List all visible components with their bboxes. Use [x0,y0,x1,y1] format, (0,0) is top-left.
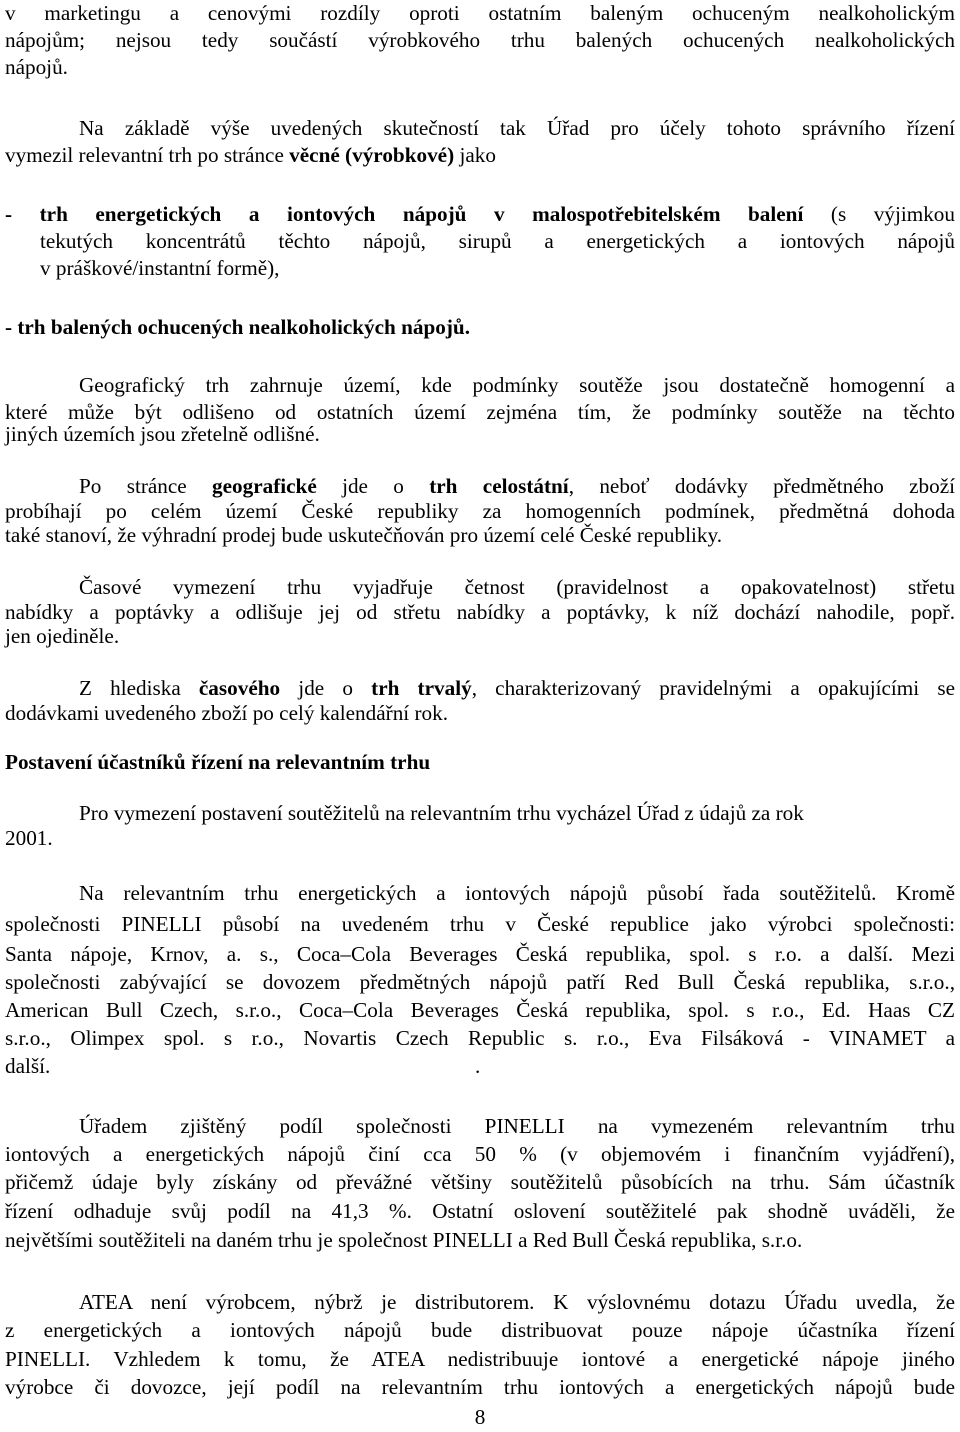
list-item: - trh balených ochucených nealkoholických nápojů. [5,315,471,339]
text-line: Časové vymezení trhu vyjadřuje četnost (pravidelnost a opakovatelnost) střetu [79,575,955,599]
text-line: nabídky a poptávky a odlišuje jej od střetu nabídky a poptávky, k níž dochází nahodile, popř. [5,600,955,624]
text-line: z energetických a iontových nápojů bude distribuovat pouze nápoje účastníka řízení [5,1318,955,1342]
text-line: také stanoví, že výhradní prodej bude uskutečňován pro území celé České republiky. [5,523,723,547]
text-line: PINELLI. Vzhledem k tomu, že ATEA nedistribuuje iontové a energetické nápoje jiného [5,1347,955,1371]
text-line: výrobce či dovozce, její podíl na relevantním trhu iontových a energetických nápojů bude [5,1375,955,1399]
text-line: 2001. [5,826,53,850]
text-line: Po stránce geografické jde o trh celostátní, neboť dodávky předmětného zboží [79,474,955,498]
text-line: v marketingu a cenovými rozdíly oproti ostatním baleným ochuceným nealkoholickým [5,1,955,25]
text-line: iontových a energetických nápojů činí cca 50 % (v objemovém i finančním vyjádření), [5,1142,955,1166]
text-line: společnosti PINELLI působí na uvedeném trhu v České republice jako výrobci společnosti: [5,912,955,936]
text-line: řízení odhaduje svůj podíl na 41,3 %. Ostatní oslovení soutěžitelé pak shodně uváděli, že [5,1199,955,1223]
text-line: American Bull Czech, s.r.o., Coca–Cola Beverages Česká republika, spol. s r.o., Ed. Haas CZ [5,998,955,1022]
text-line: Z hlediska časového jde o trh trvalý, charakterizovaný pravidelnými a opakujícími se [79,676,955,700]
section-heading: Postavení účastníků řízení na relevantním trhu [5,750,431,774]
text-line: jen ojediněle. [5,624,120,648]
list-item: - trh energetických a iontových nápojů v malospotřebitelském balení (s výjimkou [5,202,955,226]
text-line: další. . [5,1054,481,1078]
page-number: 8 [474,1405,486,1429]
text-line: Geografický trh zahrnuje území, kde podmínky soutěže jsou dostatečně homogenní a [79,373,955,397]
text-line: probíhají po celém území České republiky za homogenních podmínek, předmětná dohoda [5,499,955,523]
text-line: společnosti zabývající se dovozem předmětných nápojů patří Red Bull Česká republika, s.r.o., [5,970,955,994]
text-line: nápojům; nejsou tedy součástí výrobkového trhu balených ochucených nealkoholických [5,28,955,52]
text-line: Santa nápoje, Krnov, a. s., Coca–Cola Beverages Česká republika, spol. s r.o. a další. Mezi [5,942,955,966]
text-line: v práškové/instantní formě), [40,256,280,280]
text-line: jiných územích jsou zřetelně odlišné. [5,422,320,446]
text-line: tekutých koncentrátů těchto nápojů, sirupů a energetických a iontových nápojů [40,229,955,253]
text-line: Na relevantním trhu energetických a iontových nápojů působí řada soutěžitelů. Kromě [79,881,955,905]
text-line: přičemž údaje byly získány od převážné většiny soutěžitelů působících na trhu. Sám účastník [5,1170,955,1194]
text-line: vymezil relevantní trh po stránce věcné (výrobkové) jako [5,143,496,167]
text-line: které může být odlišeno od ostatních území zejména tím, že podmínky soutěže na těchto [5,400,955,424]
text-line: největšími soutěžiteli na daném trhu je společnost PINELLI a Red Bull Česká republika, s.r.o. [5,1228,803,1252]
bold-term: věcné (výrobkové) [289,143,455,167]
text-line: Pro vymezení postavení soutěžitelů na relevantním trhu vycházel Úřad z údajů za rok [79,801,804,825]
text-line: ATEA není výrobcem, nýbrž je distributorem. K výslovnému dotazu Úřadu uvedla, že [79,1290,955,1314]
text-line: dodávkami uvedeného zboží po celý kalendářní rok. [5,701,449,725]
text-line: Na základě výše uvedených skutečností tak Úřad pro účely tohoto správního řízení [79,116,955,140]
text-line: nápojů. [5,55,68,79]
text-line: Úřadem zjištěný podíl společnosti PINELLI na vymezeném relevantním trhu [79,1114,955,1138]
text-line: s.r.o., Olimpex spol. s r.o., Novartis Czech Republic s. r.o., Eva Filsáková - VINAMET a [5,1026,955,1050]
